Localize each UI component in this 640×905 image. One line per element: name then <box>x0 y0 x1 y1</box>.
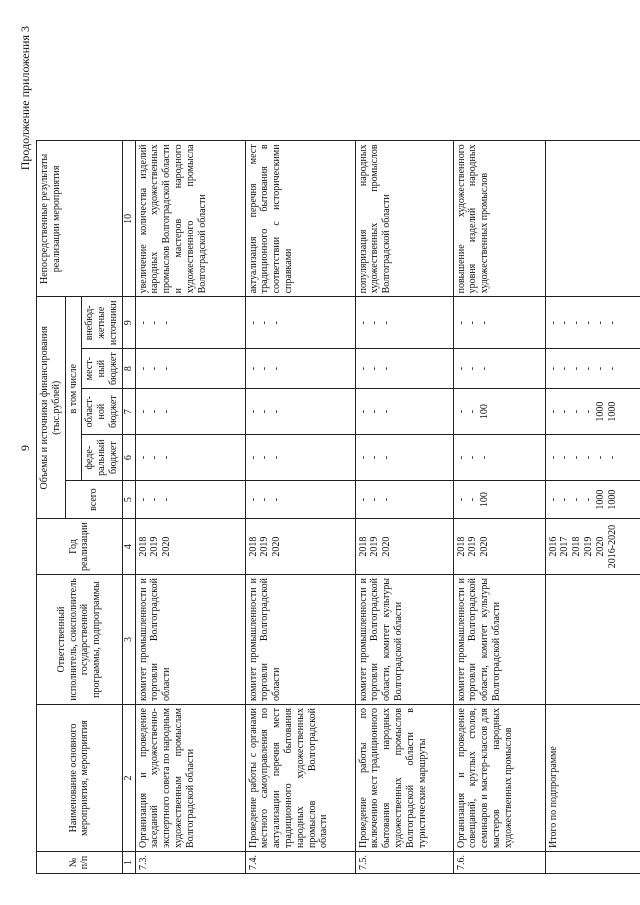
row-regional-value: - <box>161 409 173 414</box>
row-total-value: - <box>149 497 161 502</box>
row-extra-value: - <box>357 321 369 325</box>
row-regional <box>453 389 545 435</box>
row-extra <box>245 297 355 349</box>
row-local-value: - <box>369 366 381 371</box>
row-local-value: - <box>259 366 271 371</box>
row-federal-value: - <box>559 455 571 460</box>
row-extra <box>135 297 245 349</box>
row-result <box>545 141 640 297</box>
row-years-value: 2020 <box>381 536 393 557</box>
column-number: 5 <box>122 481 135 519</box>
row-regional-value: - <box>247 409 259 414</box>
header-local: мест-ный бюджет <box>82 349 122 389</box>
row-federal <box>245 435 355 481</box>
row-years-value: 2017 <box>559 536 571 557</box>
program-table <box>36 140 640 874</box>
row-total-value: - <box>137 497 149 502</box>
row-local <box>135 349 245 389</box>
row-total <box>135 481 245 519</box>
row-federal-value: - <box>606 455 618 460</box>
row-extra-value: - <box>594 321 606 325</box>
row-years <box>453 519 545 575</box>
appendix-label: Продолжение приложения 3 <box>18 26 32 171</box>
table-row <box>545 141 640 874</box>
row-total-value: - <box>467 497 479 502</box>
row-years-value: 2016-2020 <box>606 524 618 569</box>
row-extra-value: - <box>161 321 173 325</box>
row-regional-value: - <box>559 409 571 414</box>
row-regional-value: - <box>582 409 594 414</box>
row-extra-value: - <box>271 321 283 325</box>
row-federal-value: - <box>137 455 149 460</box>
row-years-value: 2020 <box>161 536 173 557</box>
row-total-value: - <box>455 497 467 502</box>
row-local-value: - <box>137 366 149 371</box>
row-extra <box>355 297 453 349</box>
row-years <box>545 519 640 575</box>
row-federal-value: - <box>582 455 594 460</box>
row-years <box>135 519 245 575</box>
row-years-value: 2020 <box>271 536 283 557</box>
row-regional-value: - <box>271 409 283 414</box>
row-federal-value: - <box>161 455 173 460</box>
column-number: 2 <box>122 705 135 852</box>
row-extra-value: - <box>606 321 618 325</box>
rotated-sheet <box>18 20 623 876</box>
column-number: 7 <box>122 389 135 435</box>
row-result: популяризация народных художественных промыслов Волгоградской области <box>355 141 453 297</box>
row-local-value: - <box>381 366 393 371</box>
row-federal-value: - <box>369 455 381 460</box>
header-federal: феде-ральный бюджет <box>82 435 122 481</box>
row-regional <box>135 389 245 435</box>
row-total-value: 100 <box>479 492 491 508</box>
row-years-value: 2019 <box>467 536 479 557</box>
row-local <box>245 349 355 389</box>
row-total <box>453 481 545 519</box>
row-local-value: - <box>571 366 583 371</box>
row-number <box>545 852 640 874</box>
row-extra-value: - <box>369 321 381 325</box>
row-total-value: - <box>381 497 393 502</box>
row-local-value: - <box>547 366 559 371</box>
table-row <box>135 141 245 874</box>
row-extra-value: - <box>571 321 583 325</box>
row-federal <box>355 435 453 481</box>
row-federal-value: - <box>271 455 283 460</box>
row-executor <box>545 575 640 705</box>
row-executor: комитет промышленности и торговли Волгоградской области <box>135 575 245 705</box>
row-federal-value: - <box>357 455 369 460</box>
row-name: Итого по подпрограмме <box>545 705 640 852</box>
row-extra-value: - <box>137 321 149 325</box>
row-local <box>545 349 640 389</box>
row-total <box>245 481 355 519</box>
row-total-value: - <box>357 497 369 502</box>
row-local-value: - <box>582 366 594 371</box>
header-result: Непосредственные результаты реализации мероприятия <box>37 141 123 297</box>
row-federal-value: - <box>381 455 393 460</box>
row-local-value: - <box>467 366 479 371</box>
row-years <box>245 519 355 575</box>
row-extra-value: - <box>547 321 559 325</box>
row-years-value: 2019 <box>582 536 594 557</box>
row-local-value: - <box>606 366 618 371</box>
row-total-value: - <box>547 497 559 502</box>
row-regional-value: - <box>137 409 149 414</box>
column-number: 9 <box>122 297 135 349</box>
row-regional-value: - <box>455 409 467 414</box>
row-total-value: 1000 <box>594 489 606 510</box>
row-regional-value: - <box>369 409 381 414</box>
column-number: 4 <box>122 519 135 575</box>
row-years-value: 2019 <box>149 536 161 557</box>
row-extra <box>545 297 640 349</box>
row-local-value: - <box>594 366 606 371</box>
row-years-value: 2018 <box>137 536 149 557</box>
header-name: Наименование основного мероприятия, мероприятия <box>37 705 123 852</box>
row-extra-value: - <box>582 321 594 325</box>
row-federal-value: - <box>547 455 559 460</box>
row-regional-value: - <box>259 409 271 414</box>
row-total-value: - <box>247 497 259 502</box>
column-number: 6 <box>122 435 135 481</box>
row-years-value: 2019 <box>369 536 381 557</box>
row-executor: комитет промышленности и торговли Волгоградской области, комитет культуры Волгоградской области <box>355 575 453 705</box>
row-total-value: - <box>259 497 271 502</box>
row-total-value: - <box>582 497 594 502</box>
column-number: 10 <box>122 141 135 297</box>
row-local <box>453 349 545 389</box>
row-extra-value: - <box>381 321 393 325</box>
header-incl: в том числе <box>65 297 82 481</box>
row-local-value: - <box>161 366 173 371</box>
row-regional-value: - <box>381 409 393 414</box>
row-years-value: 2018 <box>571 536 583 557</box>
row-total-value: - <box>271 497 283 502</box>
row-local-value: - <box>357 366 369 371</box>
row-regional-value: - <box>547 409 559 414</box>
row-years <box>355 519 453 575</box>
row-regional <box>245 389 355 435</box>
row-federal <box>135 435 245 481</box>
row-federal-value: - <box>259 455 271 460</box>
header-year: Год реализации <box>37 519 123 575</box>
row-federal-value: - <box>467 455 479 460</box>
row-total-value: 1000 <box>606 489 618 510</box>
row-federal-value: - <box>149 455 161 460</box>
row-total-value: - <box>161 497 173 502</box>
header-extra: внебюд-жетные источники <box>82 297 122 349</box>
row-extra-value: - <box>479 321 491 325</box>
row-local-value: - <box>479 366 491 371</box>
row-local-value: - <box>559 366 571 371</box>
row-federal-value: - <box>571 455 583 460</box>
row-extra <box>453 297 545 349</box>
row-name: Проведение работы с органами местного самоуправления по актуализации перечня мест традиционного бытования народных художественных промыслов Волгоградской области <box>245 705 355 852</box>
row-total <box>355 481 453 519</box>
row-federal <box>453 435 545 481</box>
row-federal-value: - <box>479 455 491 460</box>
row-extra-value: - <box>559 321 571 325</box>
row-name: Организация и проведение заседаний художественно-экспертного совета по народным художественным промыслам Волгоградской области <box>135 705 245 852</box>
table-row <box>355 141 453 874</box>
row-regional <box>545 389 640 435</box>
column-number: 3 <box>122 575 135 705</box>
page-number: 9 <box>18 445 32 451</box>
row-number: 7.5. <box>355 852 453 874</box>
row-extra-value: - <box>467 321 479 325</box>
table-body <box>135 141 640 874</box>
row-regional-value: - <box>467 409 479 414</box>
row-total <box>545 481 640 519</box>
row-federal <box>545 435 640 481</box>
row-executor: комитет промышленности и торговли Волгоградской области, комитет культуры Волгоградской области <box>453 575 545 705</box>
row-years-value: 2020 <box>594 536 606 557</box>
row-federal-value: - <box>594 455 606 460</box>
row-name: Проведение работы по включению мест традиционного бытования народных художественных промыслов Волгоградской области в туристические маршруты <box>355 705 453 852</box>
row-name: Организация и проведение совещаний, круглых столов, семинаров и мастер-классов для мастеров народных художественных промыслов <box>453 705 545 852</box>
row-federal-value: - <box>455 455 467 460</box>
row-years-value: 2016 <box>547 536 559 557</box>
column-number: 1 <box>122 852 135 874</box>
row-regional-value: - <box>571 409 583 414</box>
row-total-value: - <box>369 497 381 502</box>
row-regional <box>355 389 453 435</box>
row-extra-value: - <box>455 321 467 325</box>
row-extra-value: - <box>247 321 259 325</box>
row-local-value: - <box>149 366 161 371</box>
row-years-value: 2018 <box>455 536 467 557</box>
header-num: № п/п <box>37 852 123 874</box>
header-regional: област-ной бюджет <box>82 389 122 435</box>
row-number: 7.3. <box>135 852 245 874</box>
row-regional-value: 100 <box>479 404 491 420</box>
row-number: 7.4. <box>245 852 355 874</box>
row-executor: комитет промышленности и торговли Волгоградской области <box>245 575 355 705</box>
header-total: всего <box>65 481 122 519</box>
row-federal-value: - <box>247 455 259 460</box>
row-result: актуализация перечня мест традиционного бытования в соответствии с историческими справками <box>245 141 355 297</box>
row-regional-value: - <box>149 409 161 414</box>
row-regional-value: 1000 <box>606 401 618 422</box>
row-total-value: - <box>571 497 583 502</box>
row-years-value: 2018 <box>357 536 369 557</box>
row-result: увеличение количества изделий народных художественных промыслов Волгоградской области и мастеров народного художественного промысла Волгоградской области <box>135 141 245 297</box>
row-regional-value: 1000 <box>594 401 606 422</box>
header-funding: Объемы и источники финансирования (тыс.рублей) <box>37 297 66 519</box>
row-local-value: - <box>455 366 467 371</box>
row-local <box>355 349 453 389</box>
column-number: 8 <box>122 349 135 389</box>
row-result: повышение художественного уровня изделий народных художественных промыслов <box>453 141 545 297</box>
row-local-value: - <box>271 366 283 371</box>
column-number-row <box>122 141 135 874</box>
row-local-value: - <box>247 366 259 371</box>
row-regional-value: - <box>357 409 369 414</box>
header-executor: Ответственный исполнитель, соисполнитель государственной программы, подпрограммы <box>37 575 123 705</box>
table-row <box>453 141 545 874</box>
row-years-value: 2020 <box>479 536 491 557</box>
row-years-value: 2018 <box>247 536 259 557</box>
row-years-value: 2019 <box>259 536 271 557</box>
row-extra-value: - <box>259 321 271 325</box>
row-extra-value: - <box>149 321 161 325</box>
row-total-value: - <box>559 497 571 502</box>
row-number: 7.6. <box>453 852 545 874</box>
table-row <box>245 141 355 874</box>
